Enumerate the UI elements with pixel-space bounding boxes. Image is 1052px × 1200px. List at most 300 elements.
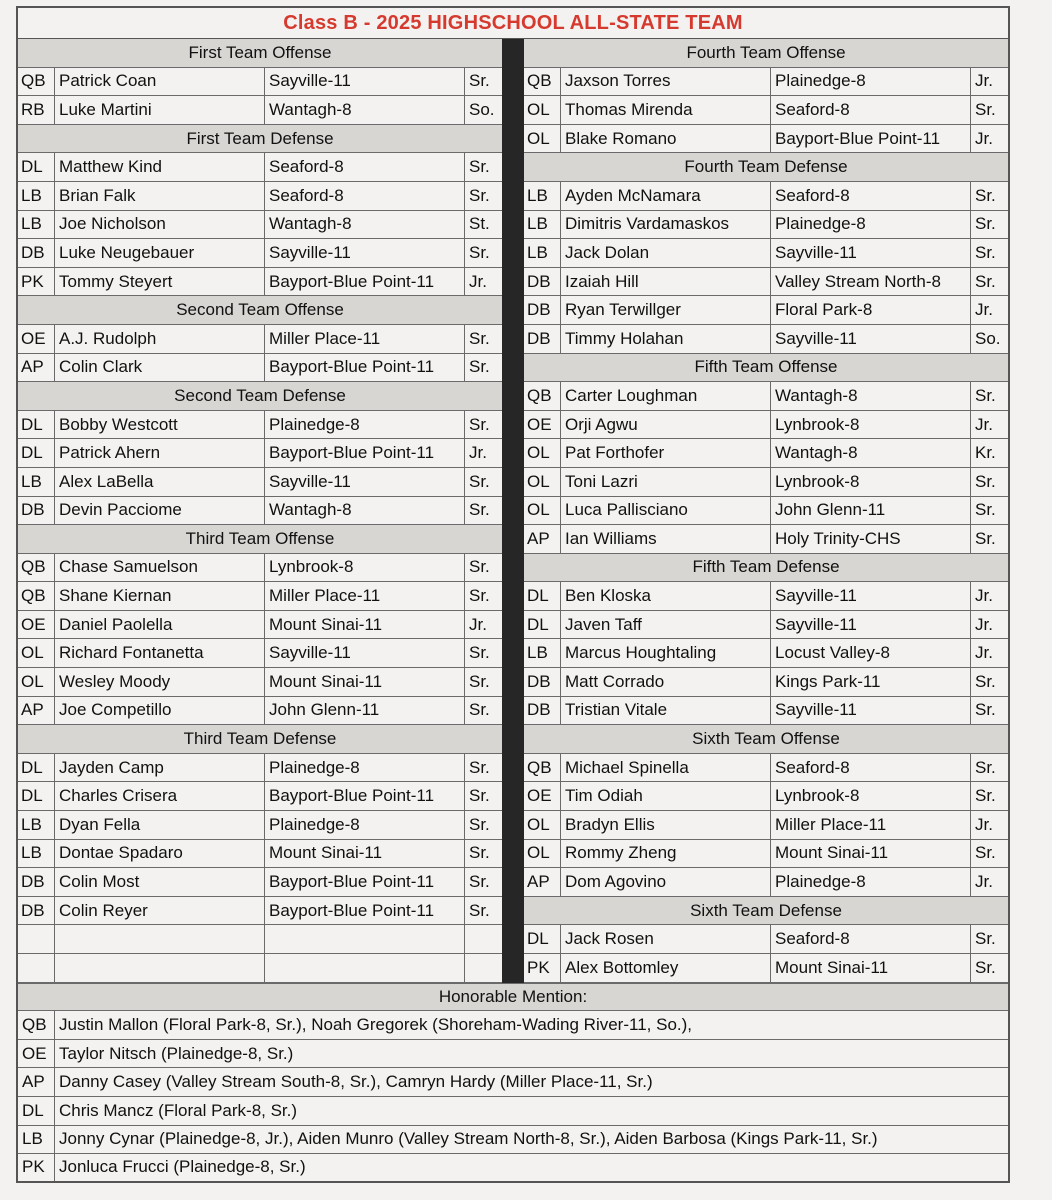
year-cell: Sr. (469, 843, 490, 863)
player-row (18, 954, 502, 983)
school-cell (265, 925, 465, 953)
position-cell: OL (524, 840, 561, 868)
player-name-cell: Patrick Coan (55, 68, 265, 96)
player-name-cell: Alex LaBella (55, 468, 265, 496)
year-cell: Sr. (975, 185, 996, 205)
position-cell: QB (18, 582, 55, 610)
school-cell: Seaford-8 (771, 925, 971, 953)
position-cell: AP (18, 354, 55, 382)
section-header-row (18, 296, 502, 325)
section-header: Sixth Team Defense (690, 900, 842, 920)
school-cell: Lynbrook-8 (771, 782, 971, 810)
position-cell: QB (18, 1011, 55, 1039)
position-cell: LB (18, 811, 55, 839)
section-header-row (524, 354, 1008, 383)
school-cell: Mount Sinai-11 (771, 954, 971, 982)
player-name-cell: Shane Kiernan (55, 582, 265, 610)
honorable-mention-row (18, 1011, 1008, 1040)
player-row (18, 582, 502, 611)
honorable-mention-row (18, 1097, 1008, 1126)
school-cell: Floral Park-8 (771, 296, 971, 324)
position-cell: LB (524, 182, 561, 210)
player-name-cell: Devin Pacciome (55, 497, 265, 525)
year-cell: Sr. (469, 157, 490, 177)
player-name-cell: Luca Pallisciano (561, 497, 771, 525)
year-cell: Sr. (975, 757, 996, 777)
player-row (18, 897, 502, 926)
position-cell: PK (18, 268, 55, 296)
player-row (524, 811, 1008, 840)
year-cell: Sr. (469, 786, 490, 806)
school-cell: Bayport-Blue Point-11 (265, 897, 465, 925)
section-header: Fourth Team Offense (686, 42, 846, 62)
year-cell: Jr. (975, 586, 993, 606)
player-name-cell: Chase Samuelson (55, 554, 265, 582)
year-cell: Sr. (975, 500, 996, 520)
year-cell: Jr. (975, 414, 993, 434)
school-cell: Plainedge-8 (265, 811, 465, 839)
school-cell: Lynbrook-8 (265, 554, 465, 582)
player-row (524, 954, 1008, 983)
player-name-cell (55, 925, 265, 953)
year-cell: Sr. (469, 700, 490, 720)
player-row (18, 925, 502, 954)
year-cell: Sr. (469, 757, 490, 777)
school-cell: Sayville-11 (265, 639, 465, 667)
school-cell: Plainedge-8 (771, 211, 971, 239)
position-cell: OL (524, 468, 561, 496)
position-cell: DL (18, 782, 55, 810)
position-cell: OE (18, 325, 55, 353)
player-row (524, 497, 1008, 526)
player-row (18, 182, 502, 211)
section-header-row (524, 725, 1008, 754)
player-row (524, 868, 1008, 897)
player-row (18, 96, 502, 125)
year-cell: Sr. (469, 185, 490, 205)
year-cell: Sr. (975, 214, 996, 234)
player-row (524, 68, 1008, 97)
player-row (18, 411, 502, 440)
school-cell: Sayville-11 (771, 582, 971, 610)
position-cell: DB (524, 268, 561, 296)
player-name-cell: Matt Corrado (561, 668, 771, 696)
section-header: Second Team Defense (174, 385, 346, 405)
position-cell: DL (524, 611, 561, 639)
school-cell: Sayville-11 (771, 325, 971, 353)
position-cell: DL (18, 754, 55, 782)
year-cell: Jr. (469, 443, 487, 463)
player-name-cell: Marcus Houghtaling (561, 639, 771, 667)
position-cell: OL (524, 125, 561, 153)
player-name-cell: Tommy Steyert (55, 268, 265, 296)
player-row (18, 811, 502, 840)
position-cell: DB (18, 497, 55, 525)
section-header: Fifth Team Offense (694, 357, 838, 377)
year-cell: Jr. (975, 872, 993, 892)
player-row (18, 68, 502, 97)
section-header-row (524, 554, 1008, 583)
player-name-cell: Ayden McNamara (561, 182, 771, 210)
player-name-cell: Charles Crisera (55, 782, 265, 810)
position-cell: DL (18, 153, 55, 181)
school-cell: Miller Place-11 (265, 325, 465, 353)
year-cell: St. (469, 214, 490, 234)
school-cell: Bayport-Blue Point-11 (265, 354, 465, 382)
honorable-mention-text: Danny Casey (Valley Stream South-8, Sr.), Camryn Hardy (Miller Place-11, Sr.) (59, 1072, 653, 1092)
player-name-cell: Jack Dolan (561, 239, 771, 267)
player-row (524, 925, 1008, 954)
player-row (524, 182, 1008, 211)
section-header-row (18, 525, 502, 554)
honorable-mention-list (18, 1011, 1008, 1183)
player-row (18, 239, 502, 268)
year-cell: Sr. (469, 357, 490, 377)
school-cell: Wantagh-8 (265, 96, 465, 124)
right-column (524, 39, 1008, 983)
school-cell: Mount Sinai-11 (265, 840, 465, 868)
player-name-cell: Toni Lazri (561, 468, 771, 496)
school-cell: Sayville-11 (771, 611, 971, 639)
section-header-row (18, 39, 502, 68)
position-cell (18, 954, 55, 982)
position-cell: DB (524, 325, 561, 353)
section-header: First Team Offense (188, 42, 332, 62)
position-cell: AP (524, 868, 561, 896)
player-name-cell: Rommy Zheng (561, 840, 771, 868)
player-name-cell: Brian Falk (55, 182, 265, 210)
sheet-title: Class B - 2025 HIGHSCHOOL ALL-STATE TEAM (18, 8, 1008, 39)
school-cell: Bayport-Blue Point-11 (265, 782, 465, 810)
school-cell: Bayport-Blue Point-11 (771, 125, 971, 153)
position-cell: OE (524, 782, 561, 810)
player-name-cell: Michael Spinella (561, 754, 771, 782)
section-header: Fifth Team Defense (692, 557, 840, 577)
honorable-mention-row (18, 1068, 1008, 1097)
player-name-cell: Dontae Spadaro (55, 840, 265, 868)
player-name-cell: Wesley Moody (55, 668, 265, 696)
honorable-mention-row (18, 1154, 1008, 1183)
player-row (18, 840, 502, 869)
player-row (524, 125, 1008, 154)
school-cell: Mount Sinai-11 (265, 611, 465, 639)
player-row (524, 782, 1008, 811)
player-row (524, 382, 1008, 411)
position-cell: DB (524, 296, 561, 324)
school-cell: Holy Trinity-CHS (771, 525, 971, 553)
honorable-mention-row (18, 1040, 1008, 1069)
position-cell: LB (18, 211, 55, 239)
player-row (524, 697, 1008, 726)
position-cell: AP (18, 697, 55, 725)
school-cell: Seaford-8 (771, 182, 971, 210)
player-row (524, 468, 1008, 497)
player-name-cell: Ryan Terwillger (561, 296, 771, 324)
school-cell: Wantagh-8 (265, 497, 465, 525)
position-cell: OL (524, 439, 561, 467)
player-row (18, 497, 502, 526)
player-row (18, 211, 502, 240)
player-name-cell: Colin Clark (55, 354, 265, 382)
honorable-mention-row (18, 1126, 1008, 1155)
year-cell: Sr. (975, 271, 996, 291)
position-cell: OE (18, 611, 55, 639)
player-name-cell: Matthew Kind (55, 153, 265, 181)
player-name-cell: Tristian Vitale (561, 697, 771, 725)
school-cell: Plainedge-8 (771, 868, 971, 896)
honorable-mention-text: Taylor Nitsch (Plainedge-8, Sr.) (59, 1043, 294, 1063)
player-name-cell: Pat Forthofer (561, 439, 771, 467)
player-row (524, 639, 1008, 668)
player-name-cell: Ben Kloska (561, 582, 771, 610)
year-cell: Sr. (469, 471, 490, 491)
school-cell: Seaford-8 (771, 96, 971, 124)
player-row (18, 868, 502, 897)
player-name-cell: Joe Nicholson (55, 211, 265, 239)
team-columns (18, 39, 1008, 983)
position-cell: LB (18, 182, 55, 210)
year-cell (465, 954, 502, 982)
school-cell: Plainedge-8 (265, 754, 465, 782)
honorable-mention-header: Honorable Mention: (18, 983, 1008, 1012)
player-row (524, 296, 1008, 325)
player-row (18, 754, 502, 783)
position-cell: DL (524, 582, 561, 610)
year-cell: Sr. (469, 814, 490, 834)
left-column (18, 39, 502, 983)
position-cell: OL (524, 811, 561, 839)
year-cell: So. (975, 328, 1001, 348)
year-cell: Sr. (469, 643, 490, 663)
school-cell: John Glenn-11 (771, 497, 971, 525)
section-header: Sixth Team Offense (692, 729, 840, 749)
year-cell: Jr. (975, 643, 993, 663)
position-cell: OE (18, 1040, 55, 1068)
player-name-cell: Richard Fontanetta (55, 639, 265, 667)
player-row (18, 668, 502, 697)
school-cell: Seaford-8 (265, 153, 465, 181)
year-cell: Kr. (975, 443, 996, 463)
player-row (18, 354, 502, 383)
section-header: Third Team Offense (185, 528, 335, 548)
all-state-sheet (16, 6, 1010, 1183)
honorable-mention-text: Jonny Cynar (Plainedge-8, Jr.), Aiden Munro (Valley Stream North-8, Sr.), Aiden Barbosa (Kings Park-11, Sr.) (59, 1129, 878, 1149)
player-row (18, 439, 502, 468)
section-header: Second Team Offense (176, 300, 344, 320)
position-cell: PK (18, 1154, 55, 1181)
player-name-cell: Carter Loughman (561, 382, 771, 410)
school-cell: Lynbrook-8 (771, 468, 971, 496)
school-cell: Mount Sinai-11 (771, 840, 971, 868)
position-cell: OL (18, 668, 55, 696)
section-header: First Team Defense (186, 128, 334, 148)
position-cell: DB (18, 868, 55, 896)
position-cell: DL (18, 439, 55, 467)
position-cell: LB (18, 468, 55, 496)
player-row (18, 611, 502, 640)
year-cell: Sr. (975, 786, 996, 806)
player-name-cell (55, 954, 265, 982)
player-row (524, 268, 1008, 297)
player-name-cell: Alex Bottomley (561, 954, 771, 982)
position-cell: LB (524, 239, 561, 267)
year-cell: Sr. (975, 242, 996, 262)
position-cell: AP (18, 1068, 55, 1096)
school-cell: Kings Park-11 (771, 668, 971, 696)
player-row (524, 239, 1008, 268)
position-cell: OL (18, 639, 55, 667)
year-cell: Jr. (975, 814, 993, 834)
position-cell: DB (524, 668, 561, 696)
year-cell: Sr. (975, 700, 996, 720)
position-cell: DB (18, 239, 55, 267)
year-cell: Sr. (975, 385, 996, 405)
player-name-cell: Daniel Paolella (55, 611, 265, 639)
honorable-mention-text: Jonluca Frucci (Plainedge-8, Sr.) (59, 1157, 306, 1177)
player-name-cell: Bobby Westcott (55, 411, 265, 439)
year-cell: Jr. (469, 271, 487, 291)
player-name-cell: Patrick Ahern (55, 439, 265, 467)
school-cell: Plainedge-8 (771, 68, 971, 96)
school-cell: Bayport-Blue Point-11 (265, 868, 465, 896)
year-cell: Sr. (975, 99, 996, 119)
player-name-cell: Dimitris Vardamaskos (561, 211, 771, 239)
year-cell: Sr. (975, 671, 996, 691)
position-cell: OL (524, 497, 561, 525)
position-cell: OE (524, 411, 561, 439)
player-row (18, 697, 502, 726)
year-cell: Sr. (469, 242, 490, 262)
school-cell: Plainedge-8 (265, 411, 465, 439)
school-cell: Bayport-Blue Point-11 (265, 439, 465, 467)
position-cell: PK (524, 954, 561, 982)
school-cell: Sayville-11 (265, 468, 465, 496)
school-cell: Wantagh-8 (265, 211, 465, 239)
position-cell: LB (18, 1126, 55, 1154)
player-name-cell: Tim Odiah (561, 782, 771, 810)
position-cell: DL (18, 1097, 55, 1125)
school-cell: Lynbrook-8 (771, 411, 971, 439)
honorable-mention-text: Chris Mancz (Floral Park-8, Sr.) (59, 1100, 298, 1120)
player-name-cell: Colin Most (55, 868, 265, 896)
position-cell: DL (524, 925, 561, 953)
position-cell: AP (524, 525, 561, 553)
school-cell: John Glenn-11 (265, 697, 465, 725)
year-cell: Jr. (975, 71, 993, 91)
school-cell: Sayville-11 (265, 239, 465, 267)
player-name-cell: Joe Competillo (55, 697, 265, 725)
position-cell: LB (18, 840, 55, 868)
year-cell: Sr. (975, 843, 996, 863)
player-row (524, 754, 1008, 783)
player-row (524, 411, 1008, 440)
player-row (18, 325, 502, 354)
player-row (18, 153, 502, 182)
player-row (524, 525, 1008, 554)
position-cell: LB (524, 639, 561, 667)
position-cell: LB (524, 211, 561, 239)
year-cell: Jr. (975, 300, 993, 320)
position-cell: DB (524, 697, 561, 725)
year-cell: Sr. (469, 71, 490, 91)
school-cell: Miller Place-11 (265, 582, 465, 610)
school-cell: Bayport-Blue Point-11 (265, 268, 465, 296)
section-header-row (18, 125, 502, 154)
player-name-cell: Blake Romano (561, 125, 771, 153)
position-cell: QB (524, 68, 561, 96)
section-header-row (524, 39, 1008, 68)
year-cell (465, 925, 502, 953)
player-name-cell: Bradyn Ellis (561, 811, 771, 839)
position-cell: QB (524, 754, 561, 782)
school-cell: Seaford-8 (771, 754, 971, 782)
position-cell: QB (18, 68, 55, 96)
position-cell: OL (524, 96, 561, 124)
player-name-cell: Ian Williams (561, 525, 771, 553)
year-cell: Sr. (469, 328, 490, 348)
school-cell: Sayville-11 (265, 68, 465, 96)
player-row (524, 325, 1008, 354)
section-header: Fourth Team Defense (684, 157, 848, 177)
player-name-cell: Izaiah Hill (561, 268, 771, 296)
player-row (18, 639, 502, 668)
year-cell: Jr. (975, 614, 993, 634)
year-cell: Sr. (469, 872, 490, 892)
year-cell: Sr. (469, 900, 490, 920)
player-name-cell: Colin Reyer (55, 897, 265, 925)
year-cell: Sr. (469, 557, 490, 577)
year-cell: Sr. (469, 500, 490, 520)
player-row (524, 668, 1008, 697)
player-row (524, 96, 1008, 125)
section-header-row (18, 382, 502, 411)
school-cell: Valley Stream North-8 (771, 268, 971, 296)
player-row (18, 268, 502, 297)
school-cell: Wantagh-8 (771, 382, 971, 410)
player-name-cell: Jayden Camp (55, 754, 265, 782)
player-name-cell: Thomas Mirenda (561, 96, 771, 124)
section-header-row (524, 897, 1008, 926)
player-name-cell: Jack Rosen (561, 925, 771, 953)
position-cell: QB (18, 554, 55, 582)
year-cell: Sr. (975, 929, 996, 949)
player-name-cell: Javen Taff (561, 611, 771, 639)
column-divider (502, 39, 524, 983)
year-cell: Sr. (469, 586, 490, 606)
school-cell: Sayville-11 (771, 697, 971, 725)
school-cell: Sayville-11 (771, 239, 971, 267)
year-cell: Sr. (469, 414, 490, 434)
player-row (18, 782, 502, 811)
school-cell (265, 954, 465, 982)
player-name-cell: Timmy Holahan (561, 325, 771, 353)
school-cell: Locust Valley-8 (771, 639, 971, 667)
position-cell: QB (524, 382, 561, 410)
section-header-row (524, 153, 1008, 182)
school-cell: Wantagh-8 (771, 439, 971, 467)
player-name-cell: Luke Martini (55, 96, 265, 124)
player-row (18, 468, 502, 497)
honorable-mention-text: Justin Mallon (Floral Park-8, Sr.), Noah Gregorek (Shoreham-Wading River-11, So.), (59, 1014, 693, 1034)
player-row (524, 211, 1008, 240)
position-cell: RB (18, 96, 55, 124)
player-name-cell: A.J. Rudolph (55, 325, 265, 353)
position-cell (18, 925, 55, 953)
player-row (18, 554, 502, 583)
position-cell: DL (18, 411, 55, 439)
player-name-cell: Luke Neugebauer (55, 239, 265, 267)
school-cell: Seaford-8 (265, 182, 465, 210)
